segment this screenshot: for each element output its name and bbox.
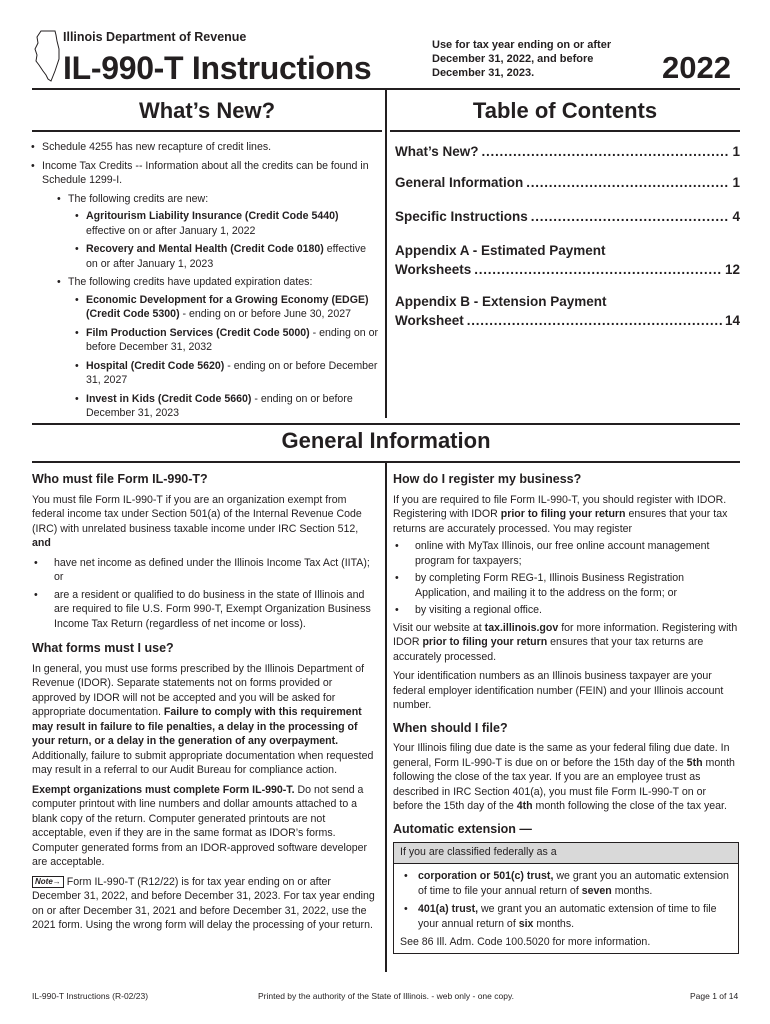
list-item: • online with MyTax Illinois, our free online account management program for taxpayers; <box>393 539 738 568</box>
toc-item-whats-new[interactable]: What’s New? . . . 1 <box>395 142 740 161</box>
who-must-file-heading: Who must file Form IL-990-T? <box>32 472 208 486</box>
list-item: • are a resident or qualified to do business in the state of Illinois and are required to file U.S. Form 990-T, Exempt Organization Business Income Tax Return (regardless of net income or loss). <box>32 588 377 632</box>
department-name: Illinois Department of Revenue <box>63 30 247 44</box>
list-item: • Recovery and Mental Health (Credit Code 0180) effective on or after January 1, 2023 <box>72 242 380 271</box>
toc-item-appendix-a[interactable]: Appendix A - Estimated Payment Worksheets . . . 12 <box>395 241 740 279</box>
extension-box-heading: If you are classified federally as a <box>394 843 738 864</box>
who-must-file-section: Who must file Form IL-990-T? You must file Form IL-990-T if you are an organization exempt from federal income tax under Section 501(a) of the Internal Revenue Code (IRC) with unrelated business taxable income under IRC Section 512, and • have net income as defined under the Illinois Income Tax Act (IITA); or • are a resident or qualified to do business in the state of Illinois and are required to file U.S. Form 990-T, Exempt Organization Business Income Tax Return (regardless of net income or loss). What forms must I use? In general, you must use forms prescribed by the Illinois Department of Revenue (IDOR). Separate statements not on forms provided or approved by IDOR will not be accepted and you will be asked for appropriate documentation. Failure to comply with this requirement may result in failure to file penalties, a delay in the processing of your return, or a delay in the generation of any overpayment. Additionally, failure to submit appropriate documentation when requested may result in a referral to our Audit Bureau for compliance action. Exempt organizations must complete Form IL-990-T. Do not send a computer printout with line numbers and dollar amounts attached to a blank copy of the return. Computer generated printouts are not acceptable, even if they are in the same format as IDOR’s forms. Computer generated forms from an IDOR-approved software developer are acceptable. Note→ Form IL-990-T (R12/22) is for tax year ending on or after December 31, 2022, and before December 31, 2023. For tax year ending on or after December 31, 2021 and before December 31, 2022, use the 2021 form. Using the wrong form will delay the processing of your return. <box>32 472 377 938</box>
general-info-heading: General Information <box>281 428 491 453</box>
website-link[interactable]: tax.illinois.gov <box>484 621 559 634</box>
column-divider-bottom <box>385 462 387 972</box>
toc-item-appendix-b[interactable]: Appendix B - Extension Payment Worksheet . . . 14 <box>395 292 740 330</box>
list-item: • Schedule 4255 has new recapture of credit lines. <box>28 140 380 155</box>
footer-printed-by: Printed by the authority of the State of Illinois. - web only - one copy. <box>258 991 514 1001</box>
list-item: • The following credits have updated expiration dates: • Economic Development for a Growing Economy (EDGE) (Credit Code 5300) - ending on or before June 30, 2027 • Film Production Services (Credit Code 5000) - ending on or before December 31, 2032 • Hospital (Credit Code 5620) - ending on or before December 31, 2027 • Invest in Kids (Credit Code 5660) - ending on or before December 31, 2023 <box>54 275 380 421</box>
general-info-rule-top <box>32 423 740 425</box>
when-file-heading: When should I file? <box>393 720 508 735</box>
list-item: • Income Tax Credits -- Information about all the credits can be found in Schedule 1299-I. • The following credits are new: • Agritourism Liability Insurance (Credit Code 5440) effective on or after January 1, 2022 • Recovery and Mental Health (Credit Code 0180) effective on or after January 1, 2023 • The following credits have updated expiration dates: • Economic Development for a Growing Economy (EDGE) (Credit Code 5300) - ending on or before June 30, 2027 • Film Production Services (Credit Code 5000) - ending on or before December 31, 2032 • Hospital (Credit Code 5620) - ending on or before December 31, 2027 • Invest in Kids (Credit Code 5660) - ending on or before December 31, 2023 <box>28 159 380 421</box>
whats-new-heading: What’s New? <box>138 98 276 123</box>
document-title: IL-990-T Instructions <box>63 50 372 86</box>
list-item: • by completing Form REG-1, Illinois Business Registration Application, and mailing it to the address on the form; or <box>393 571 738 600</box>
toc-item-general-information[interactable]: General Information . . . 1 <box>395 173 740 192</box>
list-item: • The following credits are new: • Agritourism Liability Insurance (Credit Code 5440) effective on or after January 1, 2022 • Recovery and Mental Health (Credit Code 0180) effective on or after January 1, 2023 <box>54 192 380 272</box>
register-section: How do I register my business? If you are required to file Form IL-990-T, you should register with IDOR. Registering with IDOR prior to filing your return ensures that your tax returns are accurately processed. You may register • online with MyTax Illinois, our free online account management program for taxpayers; • by completing Form REG-1, Illinois Business Registration Application, and mailing it to the address on the form; or • by visiting a regional office. Visit our website at tax.illinois.gov for more information. Registering with IDOR prior to filing your return ensures that your tax returns are accurately processed. Your identification numbers as an Illinois business taxpayer are your federal employer identification number (FEIN) and your Illinois account number. When should I file? Your Illinois filing due date is the same as your federal filing due date. In general, Form IL-990-T is due on or before the 15th day of the 5th month following the close of the tax year. If you are an employee trust as described in IRC Section 401(a), you must file Form IL-990-T on or before the 15th day of the 4th month following the close of the tax year. Automatic extension — <box>393 472 738 842</box>
extension-reference: See 86 Ill. Adm. Code 100.5020 for more information. <box>400 936 651 948</box>
list-item: • corporation or 501(c) trust, we grant you an automatic extension of time to file your annual return of seven months. <box>400 869 732 898</box>
footer-page-number: Page 1 of 14 <box>690 991 739 1001</box>
illinois-state-outline-icon <box>33 29 63 84</box>
column-divider-top <box>385 88 387 418</box>
list-item: • by visiting a regional office. <box>393 603 738 618</box>
tax-year-note: Use for tax year ending on or after December 31, 2022, and before December 31, 2023. <box>432 39 612 79</box>
list-item: • 401(a) trust, we grant you an automatic extension of time to file your annual return of six months. <box>400 902 732 931</box>
whats-new-list <box>28 140 380 425</box>
list-item: • Agritourism Liability Insurance (Credit Code 5440) effective on or after January 1, 2022 <box>72 209 380 238</box>
footer-form-id: IL-990-T Instructions (R-02/23) <box>32 991 149 1001</box>
whats-new-rule <box>32 130 382 132</box>
tax-year: 2022 <box>662 50 731 85</box>
toc-rule <box>390 130 740 132</box>
toc-item-specific-instructions[interactable]: Specific Instructions . . . 4 <box>395 207 740 226</box>
extension-box <box>393 842 739 954</box>
list-item: • Hospital (Credit Code 5620) - ending on or before December 31, 2027 <box>72 359 380 388</box>
register-heading: How do I register my business? <box>393 472 582 486</box>
automatic-extension-heading: Automatic extension — <box>393 821 532 836</box>
toc-heading: Table of Contents <box>472 98 658 123</box>
list-item: • Invest in Kids (Credit Code 5660) - ending on or before December 31, 2023 <box>72 392 380 421</box>
list-item: • Film Production Services (Credit Code 5000) - ending on or before December 31, 2032 <box>72 326 380 355</box>
what-forms-heading: What forms must I use? <box>32 641 174 655</box>
list-item: • have net income as defined under the Illinois Income Tax Act (IITA); or <box>32 556 377 585</box>
list-item: • Economic Development for a Growing Economy (EDGE) (Credit Code 5300) - ending on or before June 30, 2027 <box>72 293 380 322</box>
note-icon: Note→ <box>32 876 64 888</box>
